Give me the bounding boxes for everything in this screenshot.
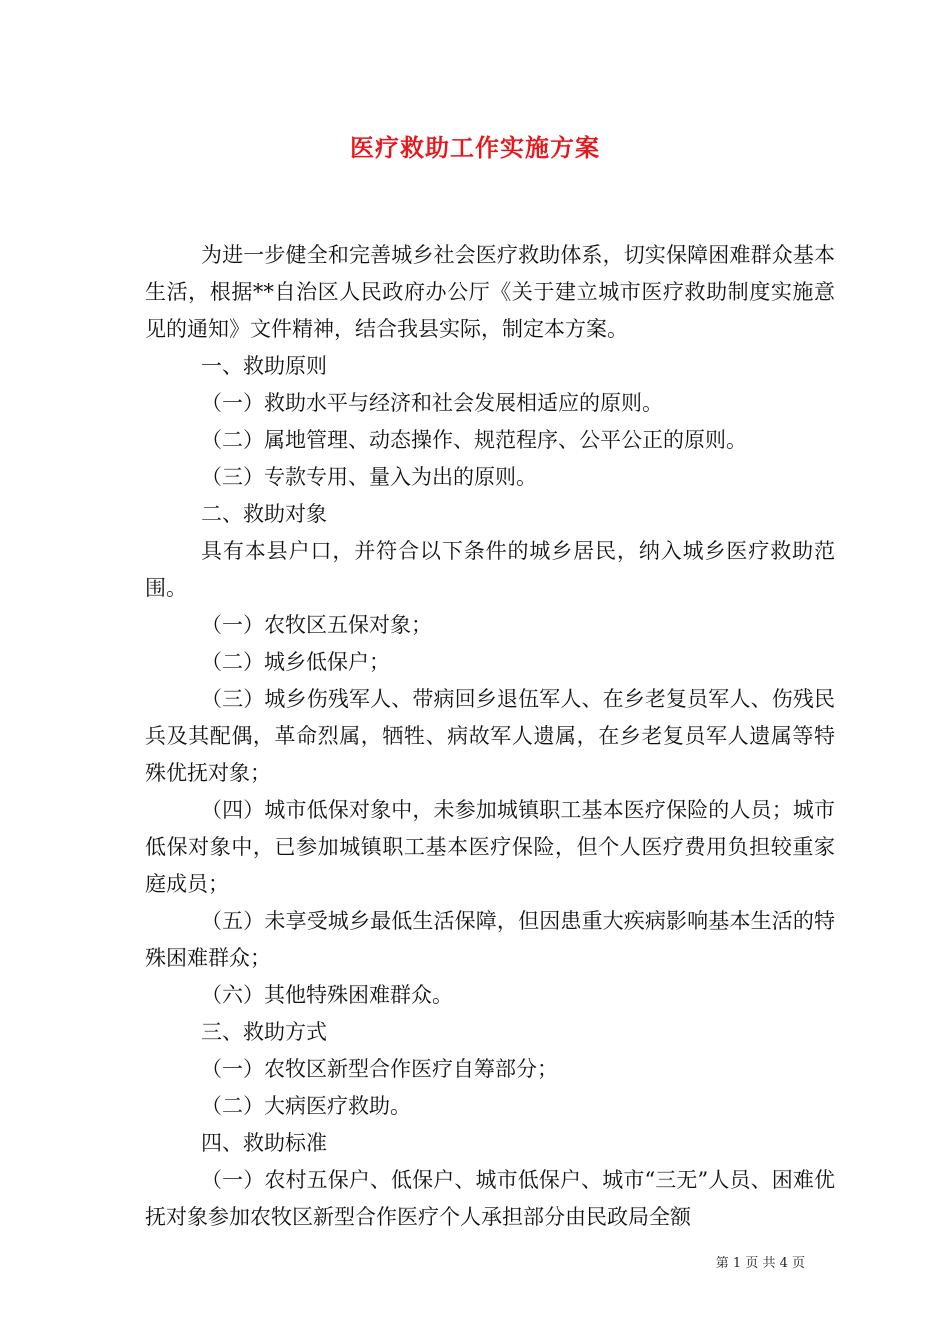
paragraph-target-3: （三）城乡伤残军人、带病回乡退伍军人、在乡老复员军人、伤残民兵及其配偶，革命烈属，牺牲、病故军人遗属，在乡老复员军人遗属等特殊优抚对象； xyxy=(145,687,835,785)
paragraph-target-6: （六）其他特殊困难群众。 xyxy=(201,983,453,1007)
document-body xyxy=(145,237,835,1236)
paragraph-target-1: （一）农牧区五保对象； xyxy=(201,613,432,637)
paragraph-principle-1: （一）救助水平与经济和社会发展相适应的原则。 xyxy=(201,391,663,415)
paragraph-principle-2: （二）属地管理、动态操作、规范程序、公平公正的原则。 xyxy=(201,428,747,452)
paragraph-method-1: （一）农牧区新型合作医疗自筹部分； xyxy=(201,1057,558,1081)
document-title: 医疗救助工作实施方案 xyxy=(350,133,600,162)
heading-targets: 二、救助对象 xyxy=(201,502,327,526)
paragraph-method-2: （二）大病医疗救助。 xyxy=(201,1094,411,1118)
paragraph-target-4: （四）城市低保对象中，未参加城镇职工基本医疗保险的人员；城市低保对象中，已参加城镇职工基本医疗保险，但个人医疗费用负担较重家庭成员； xyxy=(145,798,835,896)
paragraph-target-2: （二）城乡低保户； xyxy=(201,650,390,674)
paragraph-targets-intro: 具有本县户口，并符合以下条件的城乡居民，纳入城乡医疗救助范围。 xyxy=(145,539,835,600)
paragraph-principle-3: （三）专款专用、量入为出的原则。 xyxy=(201,465,537,489)
heading-principles: 一、救助原则 xyxy=(201,354,327,378)
heading-standards: 四、救助标准 xyxy=(201,1131,327,1155)
page-footer: 第 1 页 共 4 页 xyxy=(715,1256,805,1271)
paragraph-intro: 为进一步健全和完善城乡社会医疗救助体系，切实保障困难群众基本生活，根据**自治区人民政府办公厅《关于建立城市医疗救助制度实施意见的通知》文件精神，结合我县实际，制定本方案。 xyxy=(145,243,835,341)
paragraph-target-5: （五）未享受城乡最低生活保障，但因患重大疾病影响基本生活的特殊困难群众； xyxy=(145,909,835,970)
heading-methods: 三、救助方式 xyxy=(201,1020,327,1044)
paragraph-standard-1: （一）农村五保户、低保户、城市低保户、城市“三无”人员、困难优抚对象参加农牧区新型合作医疗个人承担部分由民政局全额 xyxy=(145,1168,835,1229)
